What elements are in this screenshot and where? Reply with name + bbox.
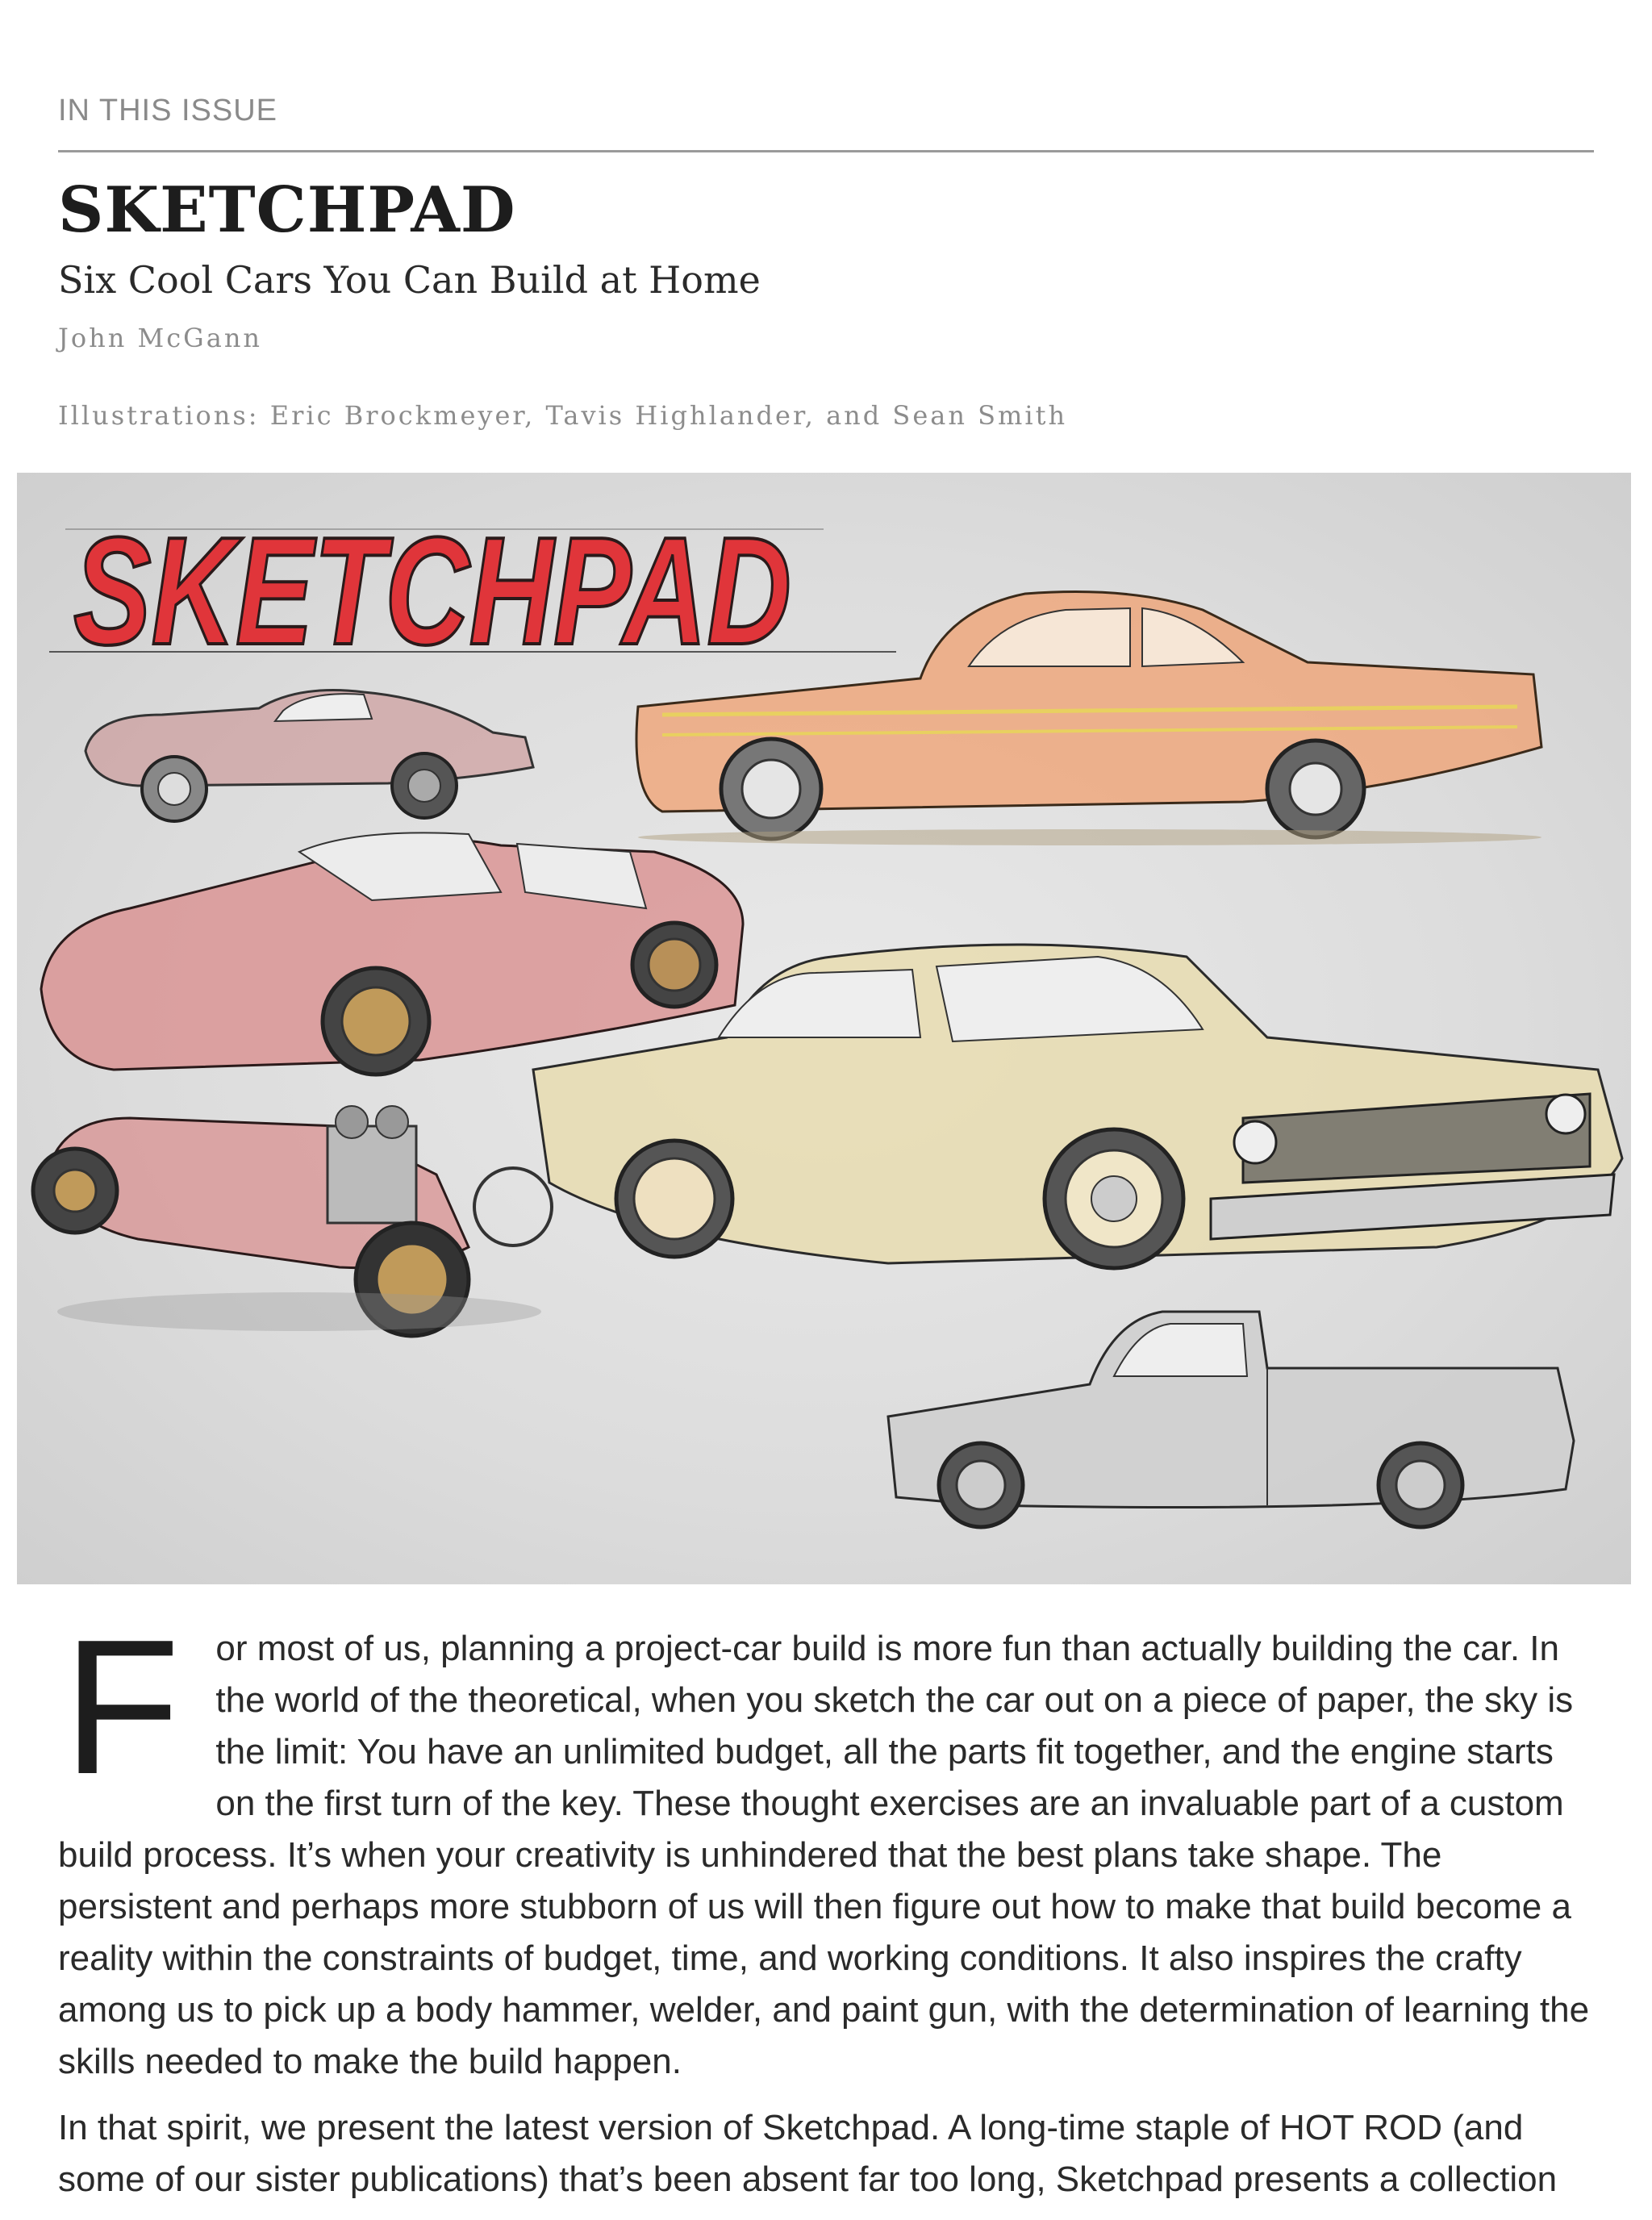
logo-text: SKETCHPAD <box>73 506 791 677</box>
drop-cap: F <box>63 1600 181 1814</box>
red-camaro-sketch <box>41 832 743 1075</box>
article-body <box>58 1600 1594 2220</box>
paragraph-1-text: or most of us, planning a project-car build is more fun than actually building the car. In the world of the theoretical, when you sketch the car out on a piece of paper, the sky is the limit: You have an unlimited budget, all the parts fit together, and the engine starts on the first turn of the key. These thought exercises are an invaluable part of a custom build process. It’s when your creativity is unhindered that the best plans take shape. The persistent and perhaps more stubborn of us will then figure out how to make that build become a reality within the constraints of budget, time, and working conditions. It also inspires the crafty among us to pick up a body hammer, welder, and paint gun, with the determination of learning the skills needed to make the build happen. <box>58 1629 1590 2081</box>
car-sketches-drawing <box>17 473 1631 1584</box>
section-label: IN THIS ISSUE <box>58 94 278 127</box>
article-paragraph-2: In that spirit, we present the latest version of Sketchpad. A long-time staple of HOT ROD (and some of our sister publications) that’s been absent far too long, Sketchpad presents a collection <box>58 2108 1558 2199</box>
article-title: SKETCHPAD <box>58 173 516 247</box>
article-paragraph-1 <box>58 1600 1594 2088</box>
article-author: John McGann <box>58 323 263 353</box>
hot-rod-roadster-sketch <box>33 1106 552 1336</box>
sketchpad-logo <box>49 506 896 677</box>
coupe-sketch <box>86 691 533 822</box>
hero-illustration <box>17 473 1631 1584</box>
article-subtitle: Six Cool Cars You Can Build at Home <box>58 258 761 302</box>
illustration-credits: Illustrations: Eric Brockmeyer, Tavis Highlander, and Sean Smith <box>58 400 1068 431</box>
header-divider <box>58 150 1594 152</box>
gray-pickup-sketch <box>888 1312 1574 1527</box>
